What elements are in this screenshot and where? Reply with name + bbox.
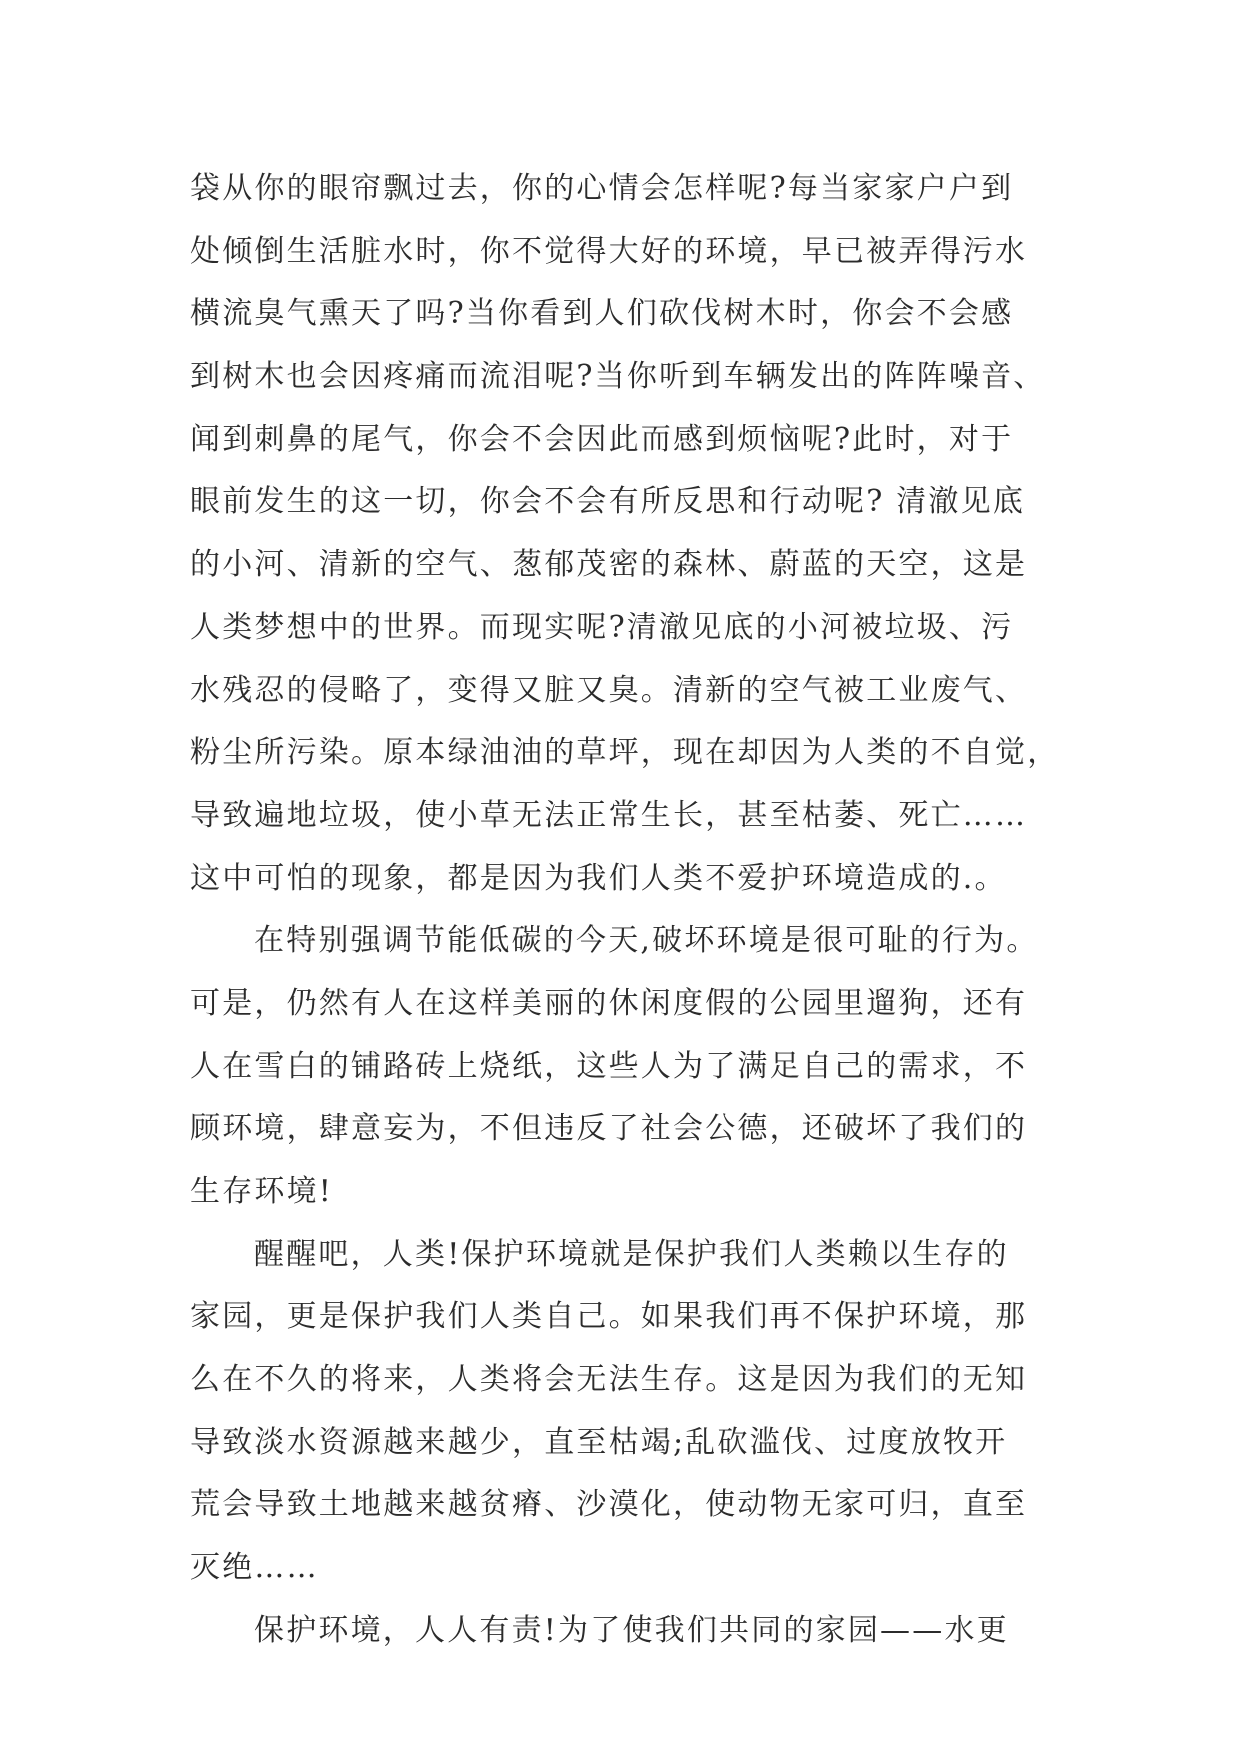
text-line: 处倾倒生活脏水时，你不觉得大好的环境，早已被弄得污水 — [190, 233, 1028, 269]
text-line: 闻到刺鼻的尾气，你会不会因此而感到烦恼呢?此时，对于 — [190, 421, 1014, 457]
essay-body — [190, 158, 1070, 1663]
text-line: 生存环境! — [190, 1174, 334, 1209]
text-line: 可是，仍然有人在这样美丽的休闲度假的公园里遛狗，还有 — [190, 985, 1028, 1021]
paragraph-start-line: 醒醒吧，人类!保护环境就是保护我们人类赖以生存的 — [254, 1236, 1009, 1272]
text-line: 这中可怕的现象，都是因为我们人类不爱护环境造成的.。 — [190, 860, 1007, 896]
text-line: 荒会导致土地越来越贫瘠、沙漠化，使动物无家可归，直至 — [190, 1487, 1028, 1523]
text-line: 家园，更是保护我们人类自己。如果我们再不保护环境，那 — [190, 1299, 1028, 1335]
text-line: 水残忍的侵略了，变得又脏又臭。清新的空气被工业废气、 — [190, 672, 1028, 708]
text-line: 到树木也会因疼痛而流泪呢?当你听到车辆发出的阵阵噪音、 — [190, 359, 1046, 395]
text-line: 顾环境，肆意妄为，不但违反了社会公德，还破坏了我们的 — [190, 1111, 1028, 1147]
paragraph-start-line: 在特别强调节能低碳的今天,破坏环境是很可耻的行为。 — [254, 923, 1039, 959]
text-line: 袋从你的眼帘飘过去，你的心情会怎样呢?每当家家户户到 — [190, 171, 1014, 206]
text-line: 导致遍地垃圾，使小草无法正常生长，甚至枯萎、死亡…… — [190, 797, 1028, 833]
paragraph-start-line: 保护环境，人人有责!为了使我们共同的家园——水更 — [254, 1612, 1009, 1648]
text-line: 灭绝…… — [190, 1550, 319, 1586]
text-line: 导致淡水资源越来越少，直至枯竭;乱砍滥伐、过度放牧开 — [190, 1424, 1008, 1460]
text-line: 人在雪白的铺路砖上烧纸，这些人为了满足自己的需求，不 — [190, 1048, 1028, 1084]
text-line: 人类梦想中的世界。而现实呢?清澈见底的小河被垃圾、污 — [190, 609, 1014, 645]
text-line: 粉尘所污染。原本绿油油的草坪，现在却因为人类的不自觉， — [190, 735, 1060, 771]
text-line: 么在不久的将来，人类将会无法生存。这是因为我们的无知 — [190, 1362, 1028, 1398]
text-line: 眼前发生的这一切，你会不会有所反思和行动呢? 清澈见底 — [190, 484, 1026, 520]
text-line: 横流臭气熏天了吗?当你看到人们砍伐树木时，你会不会感 — [190, 296, 1014, 332]
text-line: 的小河、清新的空气、葱郁茂密的森林、蔚蓝的天空，这是 — [190, 547, 1028, 583]
